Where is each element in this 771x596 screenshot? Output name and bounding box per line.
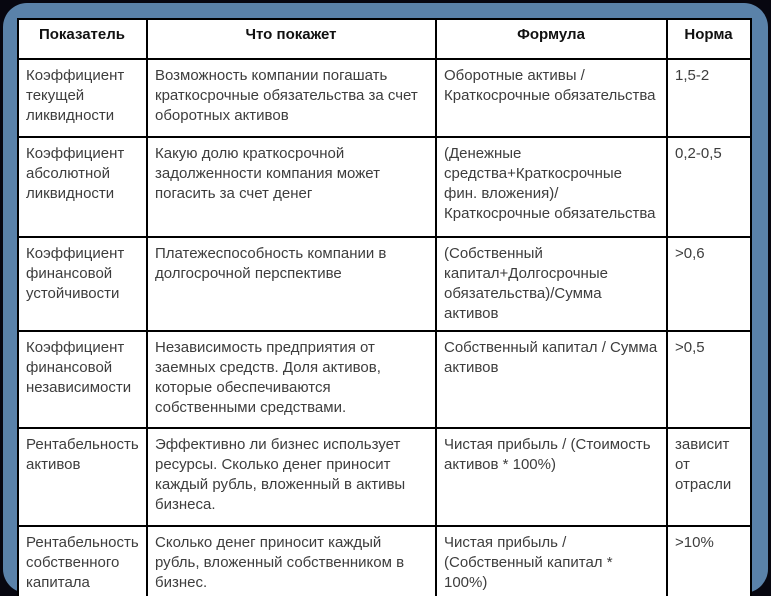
cell-formula: (Денежные средства+Краткосрочные фин. вложения)/Краткосрочные обязательства: [436, 137, 667, 237]
cell-formula: Собственный капитал / Сумма активов: [436, 331, 667, 428]
cell-indicator: Коэффициент текущей ликвидности: [18, 59, 147, 137]
cell-formula: (Собственный капитал+Долгосрочные обязательства)/Сумма активов: [436, 237, 667, 331]
table-row: [18, 331, 751, 428]
table-row: [18, 526, 751, 596]
cell-norm: >0,6: [667, 237, 751, 331]
cell-description: Возможность компании погашать краткосрочные обязательства за счет оборотных активов: [147, 59, 436, 137]
column-header-norm: Норма: [667, 19, 751, 59]
cell-indicator: Рентабельность активов: [18, 428, 147, 526]
cell-formula: Чистая прибыль / (Стоимость активов * 100%): [436, 428, 667, 526]
table-row: [18, 137, 751, 237]
table-header-row: [18, 19, 751, 59]
cell-description: Сколько денег приносит каждый рубль, вложенный собственником в бизнес.: [147, 526, 436, 596]
cell-formula: Оборотные активы / Краткосрочные обязательства: [436, 59, 667, 137]
column-header-description: Что покажет: [147, 19, 436, 59]
cell-description: Какую долю краткосрочной задолженности компания может погасить за счет денег: [147, 137, 436, 237]
cell-indicator: Рентабельность собственного капитала: [18, 526, 147, 596]
cell-description: Независимость предприятия от заемных средств. Доля активов, которые обеспечиваются собственными средствами.: [147, 331, 436, 428]
cell-indicator: Коэффициент финансовой независимости: [18, 331, 147, 428]
cell-formula: Чистая прибыль / (Собственный капитал * 100%): [436, 526, 667, 596]
cell-indicator: Коэффициент финансовой устойчивости: [18, 237, 147, 331]
page-background: [3, 3, 768, 593]
cell-norm: зависит от отрасли: [667, 428, 751, 526]
table-row: [18, 428, 751, 526]
cell-norm: >10%: [667, 526, 751, 596]
cell-norm: 1,5-2: [667, 59, 751, 137]
table-row: [18, 237, 751, 331]
cell-indicator: Коэффициент абсолютной ликвидности: [18, 137, 147, 237]
cell-description: Платежеспособность компании в долгосрочной перспективе: [147, 237, 436, 331]
financial-indicators-table: [17, 18, 752, 596]
cell-norm: 0,2-0,5: [667, 137, 751, 237]
cell-description: Эффективно ли бизнес использует ресурсы. Сколько денег приносит каждый рубль, вложенный в активы бизнеса.: [147, 428, 436, 526]
column-header-formula: Формула: [436, 19, 667, 59]
cell-norm: >0,5: [667, 331, 751, 428]
table-row: [18, 59, 751, 137]
column-header-indicator: Показатель: [18, 19, 147, 59]
